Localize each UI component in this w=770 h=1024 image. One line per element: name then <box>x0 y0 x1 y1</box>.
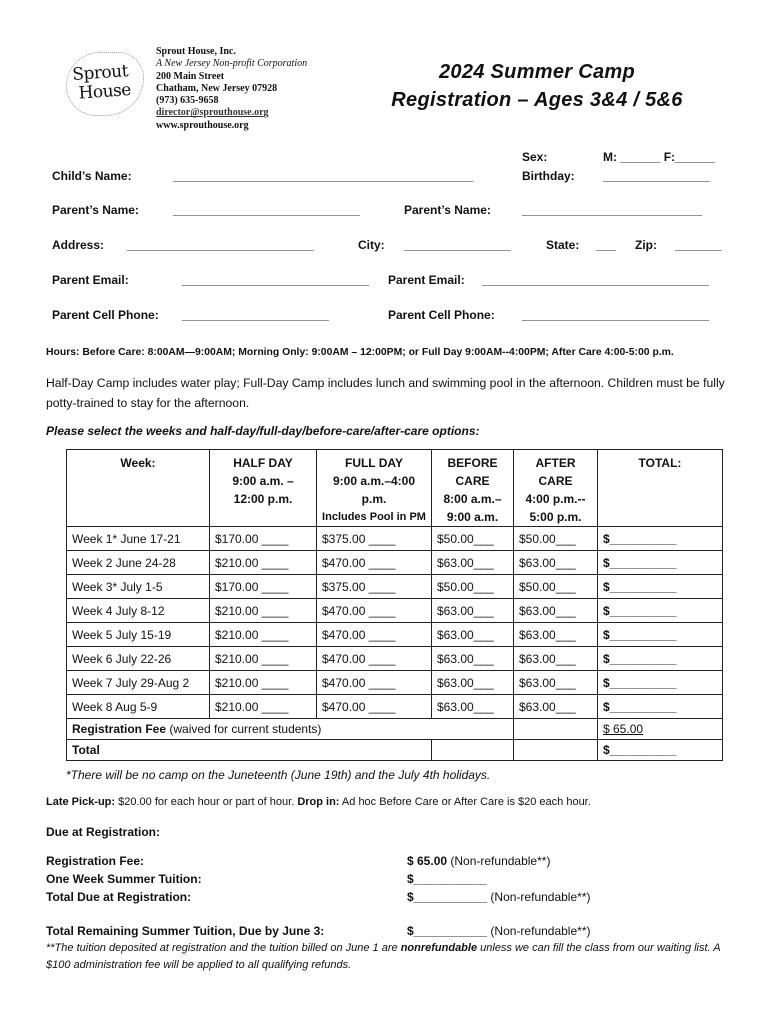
week-cell: Week 4 July 8-12 <box>67 599 210 623</box>
late-pickup-line: Late Pick-up: $20.00 for each hour or part of hour. Drop in: Ad hoc Before Care or After Care is $20 each hour. <box>46 796 591 808</box>
due-one-week-field[interactable]: $___________ <box>407 872 488 886</box>
before-care-option[interactable]: $63.00___ <box>432 671 514 695</box>
before-care-option[interactable]: $63.00___ <box>432 623 514 647</box>
header-before-care: BEFORE CARE 8:00 a.m.– 9:00 a.m. <box>432 450 514 527</box>
full-day-option[interactable]: $470.00 ____ <box>317 599 432 623</box>
parent-name2-label: Parent’s Name: <box>404 203 491 217</box>
parent-email-field[interactable]: ____________________________ <box>182 273 369 287</box>
after-care-option[interactable]: $63.00___ <box>514 647 598 671</box>
half-day-option[interactable]: $210.00 ____ <box>210 647 317 671</box>
before-care-option[interactable]: $63.00___ <box>432 551 514 575</box>
row-total-field[interactable]: $__________ <box>598 695 723 719</box>
parent-cell2-label: Parent Cell Phone: <box>388 308 495 322</box>
total-empty-2 <box>514 740 598 761</box>
zip-field[interactable]: _______ <box>675 238 722 252</box>
page-title <box>387 58 687 114</box>
logo-text: Sprout House <box>71 61 132 104</box>
header-week: Week: <box>67 450 210 527</box>
description-paragraph: Half-Day Camp includes water play; Full-Day Camp includes lunch and swimming pool in the afternoon. Children must be fully potty-trained to stay for the afternoon. <box>46 376 725 410</box>
org-address1: 200 Main Street <box>156 70 225 82</box>
header-half-day: HALF DAY 9:00 a.m. – 12:00 p.m. <box>210 450 317 527</box>
address-label: Address: <box>52 238 105 252</box>
header-after-care: AFTER CARE 4:00 p.m.-- 5:00 p.m. <box>514 450 598 527</box>
parent-cell-field[interactable]: ______________________ <box>182 308 329 322</box>
header-total: TOTAL: <box>598 450 723 527</box>
registration-fee-value: $ 65.00 <box>598 719 723 740</box>
parent-email2-label: Parent Email: <box>388 273 465 287</box>
week-cell: Week 5 July 15-19 <box>67 623 210 647</box>
row-total-field[interactable]: $__________ <box>598 599 723 623</box>
full-day-option[interactable]: $470.00 ____ <box>317 671 432 695</box>
half-day-option[interactable]: $210.00 ____ <box>210 599 317 623</box>
child-name-label: Child’s Name: <box>52 169 132 183</box>
after-care-option[interactable]: $63.00___ <box>514 599 598 623</box>
title-line2: Registration – Ages 3&4 / 5&6 <box>391 89 683 111</box>
due-total-field[interactable]: $___________ <box>407 890 488 904</box>
half-day-option[interactable]: $210.00 ____ <box>210 551 317 575</box>
parent-name-field[interactable]: ____________________________ <box>173 203 360 217</box>
table-header-row <box>67 450 723 527</box>
before-care-option[interactable]: $50.00___ <box>432 575 514 599</box>
org-name: Sprout House, Inc. <box>156 46 236 57</box>
drop-in-label: Drop in: <box>297 796 340 808</box>
header-full-day: FULL DAY 9:00 a.m.–4:00 p.m. Includes Pool in PM <box>317 450 432 527</box>
table-row <box>67 527 723 551</box>
zip-label: Zip: <box>635 238 657 252</box>
before-care-option[interactable]: $63.00___ <box>432 695 514 719</box>
total-value-field[interactable]: $__________ <box>598 740 723 761</box>
table-row <box>67 551 723 575</box>
full-day-option[interactable]: $470.00 ____ <box>317 551 432 575</box>
table-row <box>67 695 723 719</box>
table-row <box>67 575 723 599</box>
full-day-option[interactable]: $470.00 ____ <box>317 695 432 719</box>
total-label: Total <box>67 740 432 761</box>
before-care-option[interactable]: $63.00___ <box>432 647 514 671</box>
state-field[interactable]: ___ <box>596 238 617 252</box>
birthday-label: Birthday: <box>522 169 575 183</box>
after-care-option[interactable]: $50.00___ <box>514 527 598 551</box>
full-day-option[interactable]: $375.00 ____ <box>317 575 432 599</box>
holiday-note: *There will be no camp on the Juneteenth (June 19th) and the July 4th holidays. <box>66 768 491 782</box>
sprout-house-logo <box>66 52 144 116</box>
title-line1: 2024 Summer Camp <box>438 61 635 83</box>
due-remaining-value: $___________ (Non-refundable**) <box>407 924 591 938</box>
org-info <box>156 46 307 132</box>
due-remaining-label: Total Remaining Summer Tuition, Due by June 3: <box>46 924 325 938</box>
after-care-option[interactable]: $50.00___ <box>514 575 598 599</box>
parent-email2-field[interactable]: __________________________________ <box>482 273 709 287</box>
before-care-option[interactable]: $50.00___ <box>432 527 514 551</box>
child-name-field[interactable]: _____________________________________________ <box>173 169 474 183</box>
full-day-option[interactable]: $470.00 ____ <box>317 623 432 647</box>
due-total-value: $___________ (Non-refundable**) <box>407 890 591 904</box>
after-care-option[interactable]: $63.00___ <box>514 671 598 695</box>
total-empty-1 <box>432 740 514 761</box>
week-cell: Week 7 July 29-Aug 2 <box>67 671 210 695</box>
org-address2: Chatham, New Jersey 07928 <box>156 82 278 94</box>
week-cell: Week 6 July 22-26 <box>67 647 210 671</box>
sex-label: Sex: <box>522 150 548 164</box>
after-care-option[interactable]: $63.00___ <box>514 551 598 575</box>
org-website: www.sprouthouse.org <box>156 119 249 131</box>
row-total-field[interactable]: $__________ <box>598 647 723 671</box>
after-care-option[interactable]: $63.00___ <box>514 695 598 719</box>
due-remaining-field[interactable]: $___________ <box>407 924 488 938</box>
org-email-link[interactable]: director@sprouthouse.org <box>156 107 269 119</box>
due-heading: Due at Registration: <box>46 825 161 839</box>
registration-fee-cell: Registration Fee (waived for current students) <box>67 719 514 740</box>
hours-line: Hours: Before Care: 8:00AM—9:00AM; Morning Only: 9:00AM – 12:00PM; or Full Day 9:00AM--4:00PM; After Care 4:00-5:00 p.m. <box>46 347 674 358</box>
due-reg-fee-value: $ 65.00 (Non-refundable**) <box>407 854 551 868</box>
table-row <box>67 647 723 671</box>
row-total-field[interactable]: $__________ <box>598 527 723 551</box>
address-field[interactable]: ____________________________ <box>127 238 314 252</box>
week-cell: Week 3* July 1-5 <box>67 575 210 599</box>
parent-name-label: Parent’s Name: <box>52 203 139 217</box>
org-type: A New Jersey Non-profit Corporation <box>156 58 308 70</box>
weeks-table <box>66 449 723 761</box>
late-pickup-label: Late Pick-up: <box>46 796 116 808</box>
half-day-option[interactable]: $170.00 ____ <box>210 527 317 551</box>
week-cell: Week 8 Aug 5-9 <box>67 695 210 719</box>
city-label: City: <box>358 238 385 252</box>
sex-field[interactable]: M: ______ F:______ <box>603 150 716 164</box>
registration-fee-empty <box>514 719 598 740</box>
row-total-field[interactable]: $__________ <box>598 623 723 647</box>
parent-cell-label: Parent Cell Phone: <box>52 308 159 322</box>
row-total-field[interactable]: $__________ <box>598 575 723 599</box>
total-row <box>67 740 723 761</box>
table-row <box>67 671 723 695</box>
birthday-field[interactable]: ________________ <box>603 169 710 183</box>
state-label: State: <box>546 238 580 252</box>
parent-email-label: Parent Email: <box>52 273 129 287</box>
due-reg-fee-label: Registration Fee: <box>46 854 145 868</box>
full-day-option[interactable]: $375.00 ____ <box>317 527 432 551</box>
select-prompt: Please select the weeks and half-day/full-day/before-care/after-care options: <box>46 424 480 438</box>
full-day-option[interactable]: $470.00 ____ <box>317 647 432 671</box>
week-cell: Week 2 June 24-28 <box>67 551 210 575</box>
week-cell: Week 1* June 17-21 <box>67 527 210 551</box>
row-total-field[interactable]: $__________ <box>598 671 723 695</box>
city-field[interactable]: ________________ <box>404 238 511 252</box>
due-one-week-label: One Week Summer Tuition: <box>46 872 202 886</box>
half-day-option[interactable]: $210.00 ____ <box>210 671 317 695</box>
half-day-option[interactable]: $170.00 ____ <box>210 575 317 599</box>
after-care-option[interactable]: $63.00___ <box>514 623 598 647</box>
refund-footnote: **The tuition deposited at registration and the tuition billed on June 1 are nonrefundable unless we can fill the class from our waiting list. A $100 administration fee will be applied to all qualifying refunds. <box>46 942 721 971</box>
half-day-option[interactable]: $210.00 ____ <box>210 695 317 719</box>
row-total-field[interactable]: $__________ <box>598 551 723 575</box>
table-row <box>67 623 723 647</box>
parent-cell2-field[interactable]: ____________________________ <box>522 308 709 322</box>
table-row <box>67 599 723 623</box>
registration-fee-row <box>67 719 723 740</box>
parent-name2-field[interactable]: ___________________________ <box>522 203 703 217</box>
org-phone: (973) 635-9658 <box>156 95 219 107</box>
half-day-option[interactable]: $210.00 ____ <box>210 623 317 647</box>
before-care-option[interactable]: $63.00___ <box>432 599 514 623</box>
due-total-label: Total Due at Registration: <box>46 890 192 904</box>
